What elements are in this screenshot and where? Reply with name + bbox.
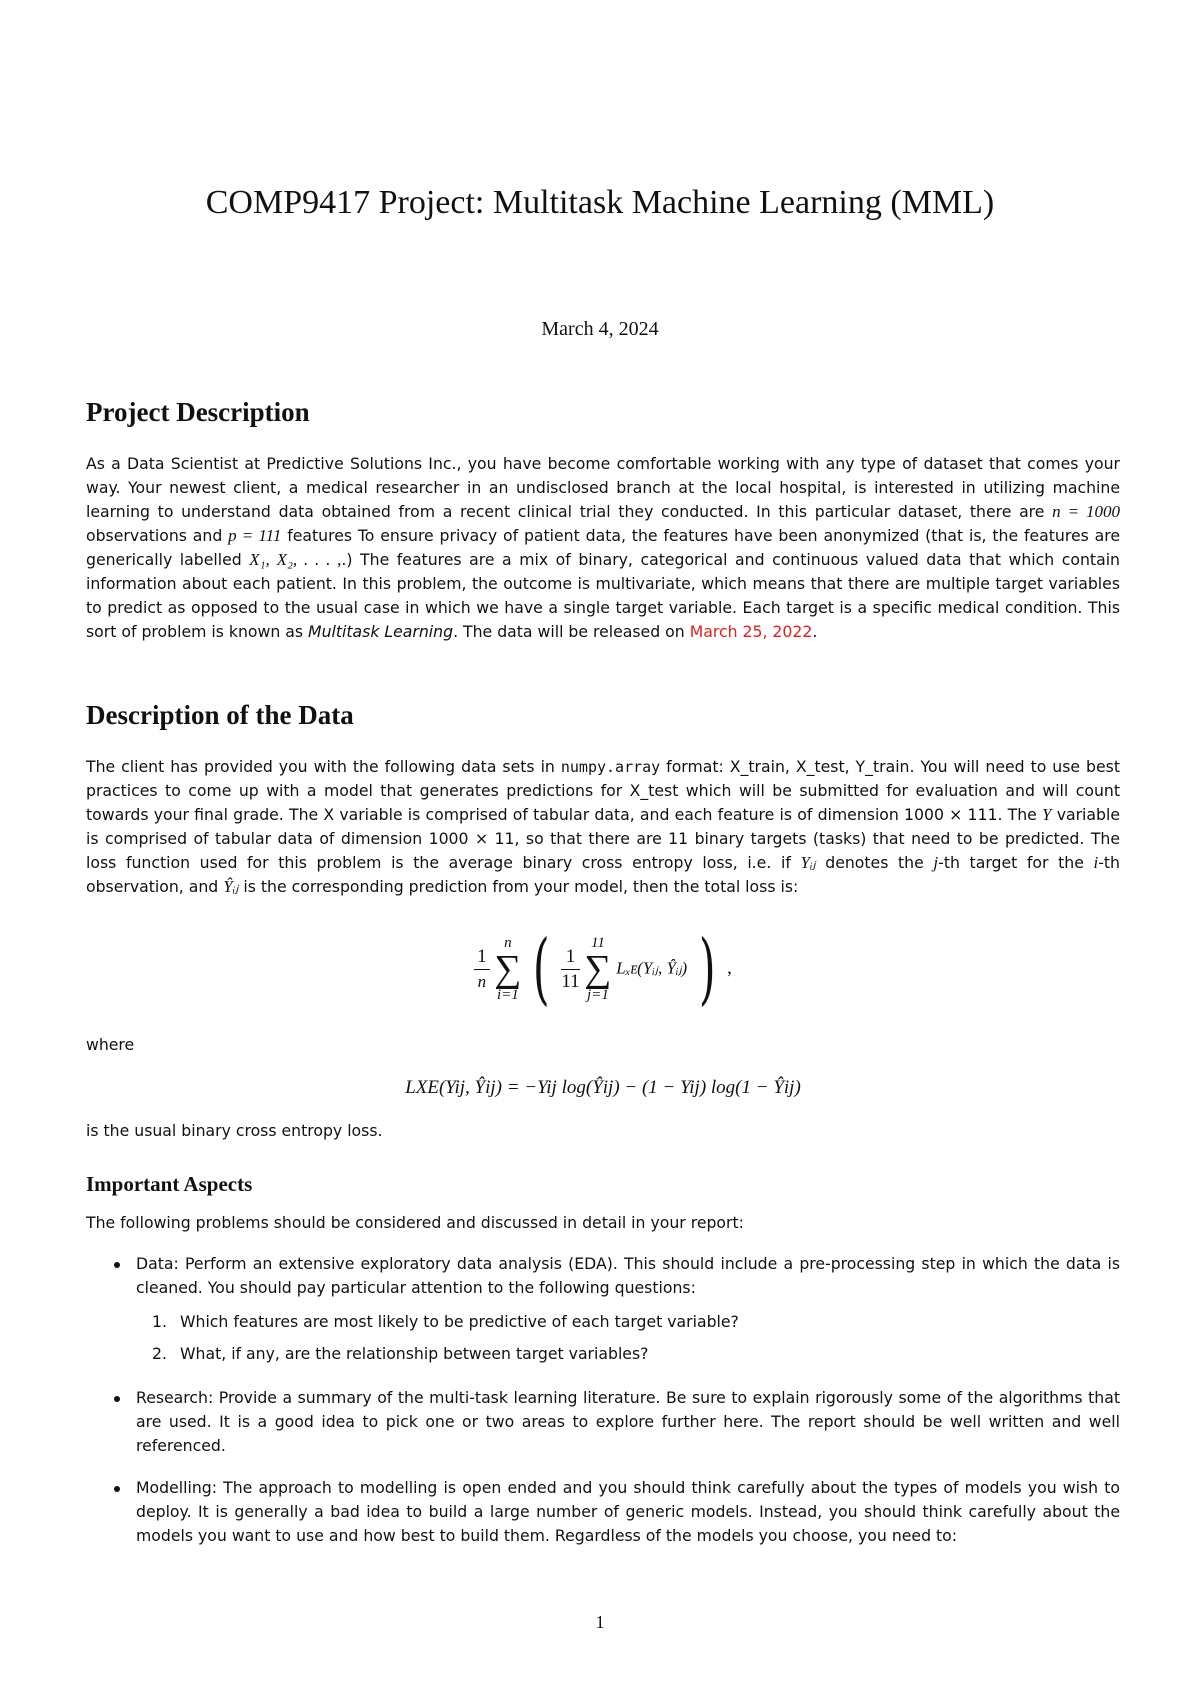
left-parenthesis: ( [533,924,550,1014]
heading-important-aspects: Important Aspects [86,1172,253,1196]
bullet-dot [114,1486,120,1492]
page-number: 1 [595,1612,605,1632]
outer-summation: n ∑ i=1 [494,935,522,1003]
fraction-one-over-n: $\frac{1}{n}$ [474,945,490,994]
document-date: March 4, 2024 [541,318,659,340]
list-item-question-2: 2. What, if any, are the relationship between target variables? [152,1344,649,1363]
fraction-one-over-eleven: $\frac{1}{11}$ [561,945,580,992]
important-aspects-intro: The following problems should be considered and discussed in detail in your report: [86,1213,744,1232]
total-loss-equation: $\frac{1}{n}$ n ∑ i=1 ( $\frac{1}{11}$ 11 ∑ j=1 Lₓᴇ(Yᵢⱼ, Ŷᵢⱼ) ) , [86,930,1120,1008]
paragraph-project-description: As a Data Scientist at Predictive Solutions Inc., you have become comfortable working with any type of dataset that comes your way. Your newest client, a medical researcher in an undisclosed branch at the local hospital, is interested in utilizing machine learning to understand data obtained from a recent clinical trial they conducted. In this particular dataset, there are n = 1000 observations and p = 111 features To ensure privacy of patient data, the features have been anonymized (that is, the features are generically labelled X₁, X₂, . . . ,.) The features are a mix of binary, categorical and continuous valued data that which contain information about each patient. In this problem, the outcome is multivariate, which means that there are multiple target variables to predict as opposed to the usual case in which we have a single target variable. Each target is a specific medical condition. This sort of problem is known as Multitask Learning. The data will be released on March 25, 2022. [86,454,1121,641]
aspects-list [86,1252,1120,1548]
list-item-data: Data: Perform an extensive exploratory data analysis (EDA). This should include a pre-processing step in which the data is cleaned. You should pay particular attention to the following questions: [86,1252,1120,1300]
loss-term: Lₓᴇ(Yᵢⱼ, Ŷᵢⱼ) [616,958,688,978]
release-date-highlight: March 25, 2022 [689,622,813,641]
list-item-modelling: Modelling: The approach to modelling is open ended and you should think carefully about the types of models you wish to deploy. It is generally a bad idea to build a large number of generic models. Instead, you should think carefully about the models you want to use and how best to build them. Regardless of the models you choose, you need to: [86,1476,1120,1548]
right-parenthesis: ) [698,924,716,1014]
heading-description-of-data: Description of the Data [86,700,354,730]
after-equation-text: is the usual binary cross entropy loss. [86,1121,383,1140]
cross-entropy-equation: LXE(Yij, Ŷij) = −Yij log(Ŷij) − (1 − Yij) log(1 − Ŷij) [405,1077,801,1098]
list-item-question-1: 1. Which features are most likely to be predictive of each target variable? [152,1312,739,1331]
list-item-research: Research: Provide a summary of the multi-task learning literature. Be sure to explain rigorously some of the algorithms that are used. It is a good idea to pick one or two areas to explore further here. The report should be well written and well referenced. [86,1386,1120,1458]
paragraph-data-description: The client has provided you with the following data sets in numpy.array format: X_train, X_test, Y_train. You will need to use best practices to come up with a model that generates predictions for X_test which will be submitted for evaluation and will count towards your final grade. The X variable is comprised of tabular data, and each feature is of dimension 1000 × 111. The Y variable is comprised of tabular data of dimension 1000 × 11, so that there are 11 binary targets (tasks) that need to be predicted. The loss function used for this problem is the average binary cross entropy loss, i.e. if Yᵢⱼ denotes the j-th target for the i-th observation, and Ŷᵢⱼ is the corresponding prediction from your model, then the total loss is: [86,757,1120,896]
document-title: COMP9417 Project: Multitask Machine Learning (MML) [205,184,995,221]
heading-project-description: Project Description [86,397,310,427]
inner-summation: 11 ∑ j=1 [584,935,612,1003]
bullet-dot [114,1262,120,1268]
where-text: where [86,1035,135,1054]
bullet-dot [114,1396,120,1402]
